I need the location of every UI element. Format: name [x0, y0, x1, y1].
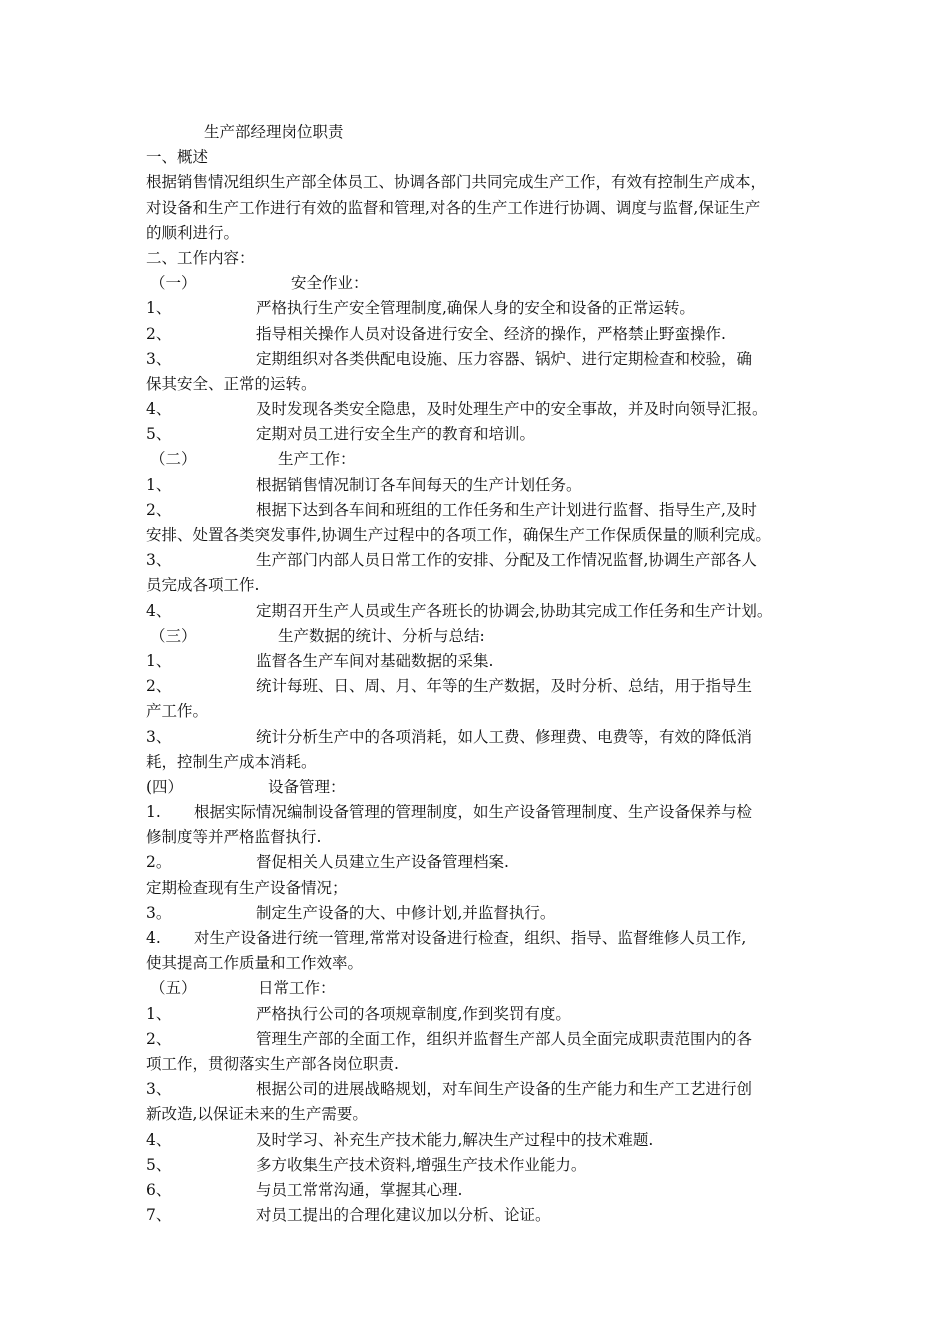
- list-item: [146, 296, 816, 321]
- list-item: [146, 523, 816, 548]
- item-number: 3、: [146, 349, 172, 368]
- list-item: [146, 699, 816, 724]
- list-item: [146, 422, 816, 447]
- list-item: [146, 498, 816, 523]
- item-text: 使其提高工作质量和工作效率。: [146, 954, 364, 973]
- item-number: 3、: [146, 551, 172, 570]
- item-number: 5、: [146, 425, 172, 444]
- section-title: 日常工作：: [258, 979, 336, 998]
- item-text: 统计每班、日、周、月、年等的生产数据，及时分析、总结，用于指导生: [256, 677, 753, 696]
- item-text: 定期召开生产人员或生产各班长的协调会,协助其完成工作任务和生产计划。: [256, 601, 773, 620]
- item-text: 修制度等并严格监督执行.: [146, 828, 322, 847]
- item-text: 对员工提出的合理化建议加以分析、论证。: [256, 1206, 551, 1225]
- item-number: 7、: [146, 1206, 172, 1225]
- list-item: [146, 347, 816, 372]
- item-number: 4、: [146, 601, 172, 620]
- list-item: [146, 725, 816, 750]
- item-text: 及时发现各类安全隐患，及时处理生产中的安全事故，并及时向领导汇报。: [256, 400, 768, 419]
- item-number: 2。: [146, 853, 172, 872]
- section-title: 安全作业：: [291, 274, 369, 293]
- overview-heading: 一、概述: [146, 148, 209, 167]
- list-item: [146, 473, 816, 498]
- item-number: 4、: [146, 400, 172, 419]
- list-item: [146, 1027, 816, 1052]
- work-content-heading: 二、工作内容：: [146, 248, 255, 267]
- item-number: 6、: [146, 1180, 172, 1199]
- list-item: [146, 649, 816, 674]
- list-item: [146, 1102, 816, 1127]
- list-item: [146, 1153, 816, 1178]
- section-label: （三）: [150, 626, 197, 645]
- item-number: 2、: [146, 500, 172, 519]
- list-item: [146, 599, 816, 624]
- list-item: [146, 397, 816, 422]
- item-text: 督促相关人员建立生产设备管理档案.: [256, 853, 509, 872]
- item-text: 统计分析生产中的各项消耗，如人工费、修理费、电费等，有效的降低消: [256, 727, 753, 746]
- item-text: 根据下达到各车间和班组的工作任务和生产计划进行监督、指导生产,及时: [256, 500, 757, 519]
- item-number: 3、: [146, 1080, 172, 1099]
- section-title: 设备管理：: [268, 777, 346, 796]
- item-text: 耗，控制生产成本消耗。: [146, 752, 317, 771]
- item-text: 保其安全、正常的运转。: [146, 374, 317, 393]
- section-heading-s1: [146, 271, 816, 296]
- work-sections: [146, 271, 816, 1228]
- overview-line: 对设备和生产工作进行有效的监督和管理,对各的生产工作进行协调、调度与监督,保证生产: [146, 198, 761, 217]
- item-text: 监督各生产车间对基础数据的采集.: [256, 651, 494, 670]
- list-item: [146, 1077, 816, 1102]
- list-item: [146, 372, 816, 397]
- document-body: [146, 120, 816, 1228]
- section-heading-s3: [146, 624, 816, 649]
- section-label: （二）: [150, 450, 197, 469]
- list-item: [146, 322, 816, 347]
- list-item: [146, 674, 816, 699]
- item-number: 2、: [146, 677, 172, 696]
- overview-line: 的顺利进行。: [146, 223, 240, 242]
- item-text: 定期组织对各类供配电设施、压力容器、锅炉、进行定期检查和校验，确: [256, 349, 753, 368]
- item-text: 定期检查现有生产设备情况；: [146, 878, 348, 897]
- item-number: 3、: [146, 727, 172, 746]
- document-title: 生产部经理岗位职责: [204, 123, 344, 141]
- item-text: 根据销售情况制订各车间每天的生产计划任务。: [256, 475, 582, 494]
- list-item: [146, 1178, 816, 1203]
- list-item: [146, 951, 816, 976]
- list-item: [146, 850, 816, 875]
- overview-line: 根据销售情况组织生产部全体员工、协调各部门共同完成生产工作，有效有控制生产成本，: [146, 173, 767, 192]
- item-text: 制定生产设备的大、中修计划,并监督执行。: [256, 903, 556, 922]
- item-text: 严格执行生产安全管理制度,确保人身的安全和设备的正常运转。: [256, 299, 695, 318]
- item-number: 4.: [146, 929, 161, 947]
- item-number: 5、: [146, 1155, 172, 1174]
- item-text: 员完成各项工作.: [146, 576, 260, 595]
- list-item: [146, 1002, 816, 1027]
- item-text: 对生产设备进行统一管理,常常对设备进行检查，组织、指导、监督维修人员工作,: [194, 929, 747, 947]
- section-title: 生产工作：: [278, 450, 356, 469]
- item-number: 1、: [146, 475, 172, 494]
- list-item: [146, 926, 816, 951]
- item-text: 安排、处置各类突发事件,协调生产过程中的各项工作，确保生产工作保质保量的顺利完成。: [146, 526, 771, 544]
- item-text: 管理生产部的全面工作，组织并监督生产部人员全面完成职责范围内的各: [256, 1029, 753, 1048]
- item-text: 定期对员工进行安全生产的教育和培训。: [256, 425, 536, 444]
- section-heading-s5: [146, 976, 816, 1001]
- item-text: 产工作。: [146, 702, 209, 721]
- item-text: 根据公司的进展战略规划，对车间生产设备的生产能力和生产工艺进行创: [256, 1080, 753, 1099]
- list-item: [146, 573, 816, 598]
- item-text: 项工作，贯彻落实生产部各岗位职责.: [146, 1054, 399, 1073]
- section-title: 生产数据的统计、分析与总结:: [278, 626, 485, 645]
- list-item: [146, 1052, 816, 1077]
- list-item: [146, 548, 816, 573]
- item-text: 多方收集生产技术资料,增强生产技术作业能力。: [256, 1155, 587, 1174]
- item-number: 4、: [146, 1130, 172, 1149]
- section-heading-s2: [146, 447, 816, 472]
- list-item: [146, 1203, 816, 1228]
- item-number: 2、: [146, 1029, 172, 1048]
- list-item: [146, 825, 816, 850]
- item-text: 严格执行公司的各项规章制度,作到奖罚有度。: [256, 1004, 571, 1023]
- item-text: 生产部门内部人员日常工作的安排、分配及工作情况监督,协调生产部各人: [256, 551, 757, 570]
- list-item: [146, 876, 816, 901]
- list-item: [146, 1128, 816, 1153]
- section-label: (四）: [146, 777, 184, 796]
- item-number: 1、: [146, 1004, 172, 1023]
- item-number: 1、: [146, 651, 172, 670]
- section-heading-s4: [146, 775, 816, 800]
- item-number: 1、: [146, 299, 172, 318]
- item-text: 指导相关操作人员对设备进行安全、经济的操作，严格禁止野蛮操作.: [256, 324, 726, 343]
- item-text: 根据实际情况编制设备管理的管理制度，如生产设备管理制度、生产设备保养与检: [194, 803, 753, 822]
- item-text: 新改造,以保证未来的生产需要。: [146, 1105, 368, 1124]
- list-item: [146, 800, 816, 825]
- section-label: （五）: [150, 979, 197, 998]
- list-item: [146, 901, 816, 926]
- section-label: （一）: [150, 274, 197, 293]
- item-text: 及时学习、补充生产技术能力,解决生产过程中的技术难题.: [256, 1130, 654, 1149]
- item-text: 与员工常常沟通，掌握其心理.: [256, 1180, 463, 1199]
- item-number: 2、: [146, 324, 172, 343]
- item-number: 1.: [146, 803, 161, 822]
- list-item: [146, 750, 816, 775]
- item-number: 3。: [146, 903, 172, 922]
